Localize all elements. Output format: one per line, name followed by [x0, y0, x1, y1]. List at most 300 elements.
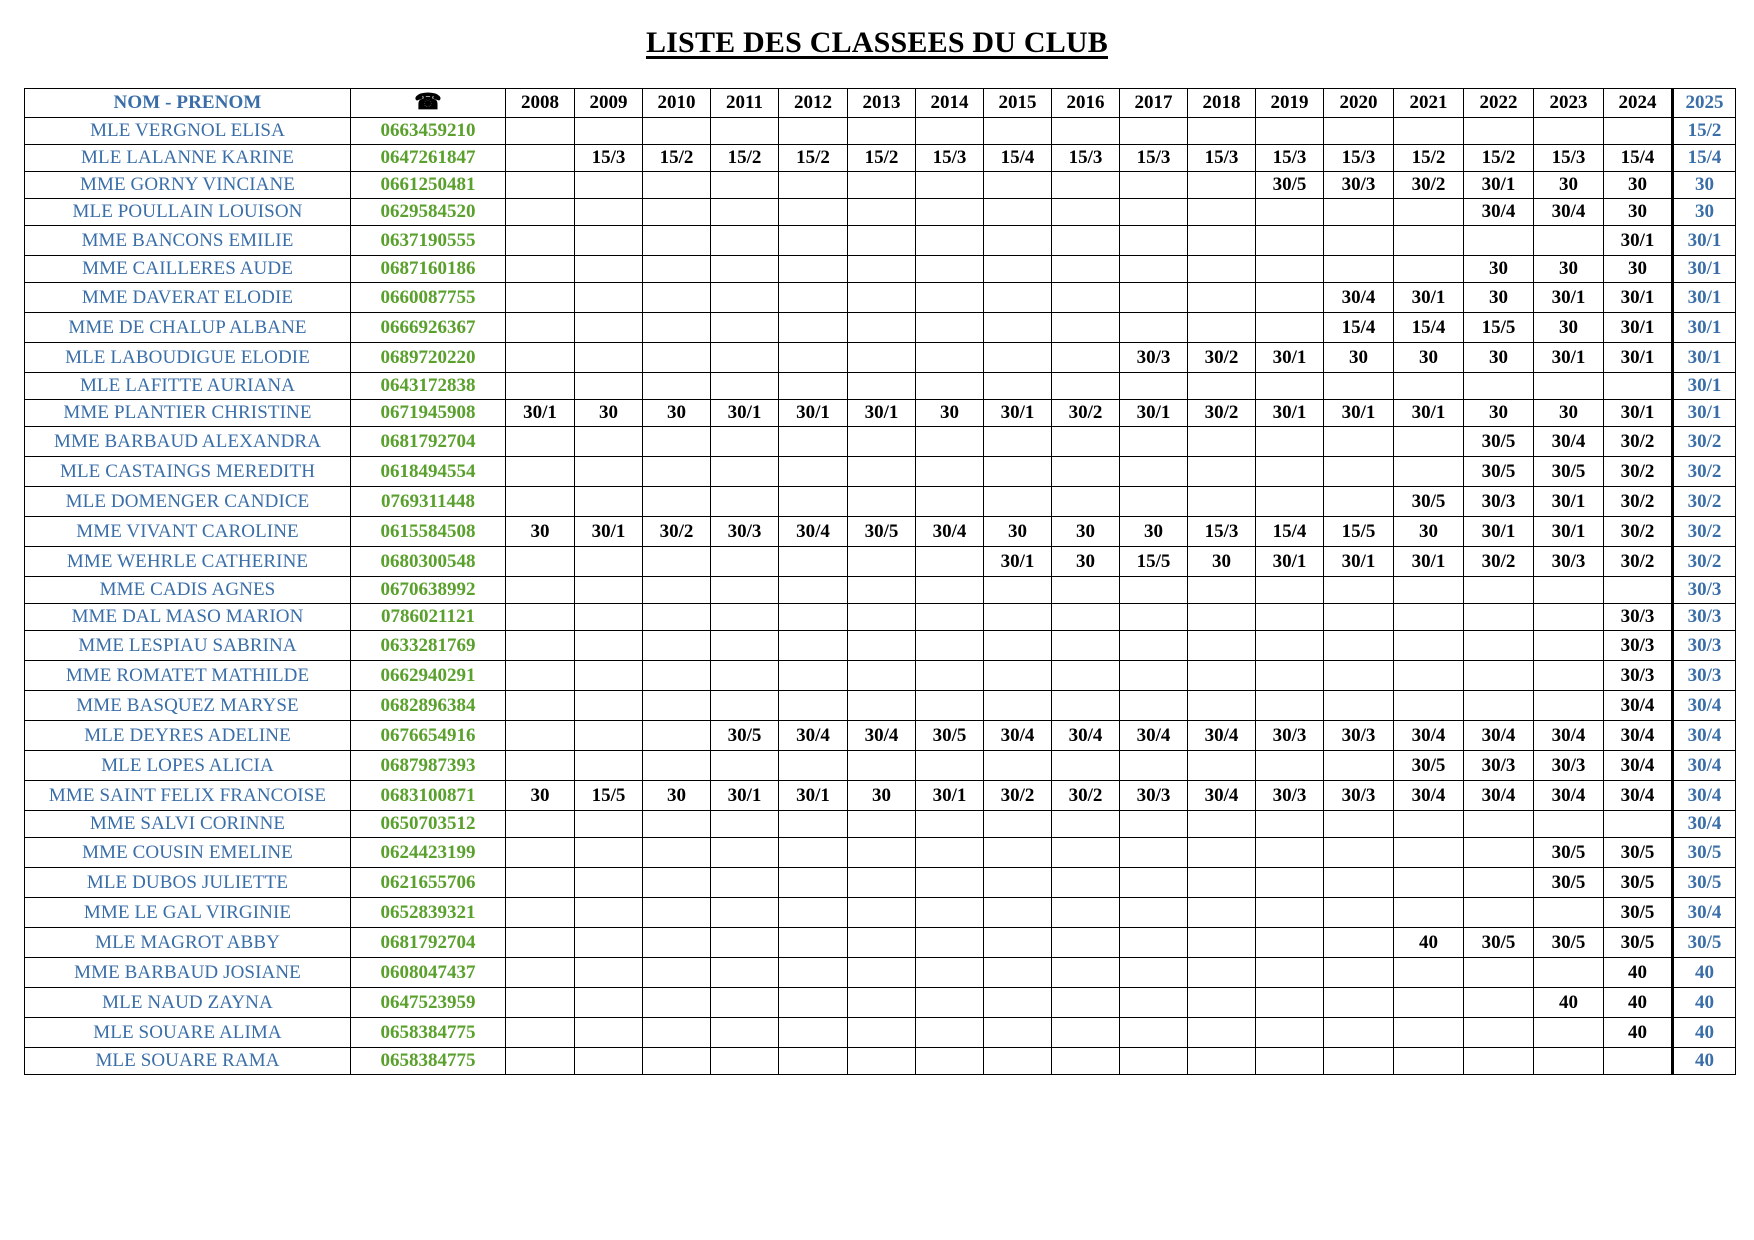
ranking-cell: [575, 283, 643, 313]
ranking-cell: [1120, 373, 1188, 400]
ranking-cell: 30/5: [1534, 868, 1604, 898]
ranking-cell: 30/5: [1673, 928, 1736, 958]
ranking-cell: [1324, 604, 1394, 631]
ranking-cell: [1534, 1048, 1604, 1075]
ranking-cell: [1324, 226, 1394, 256]
player-name: MLE POULLAIN LOUISON: [25, 199, 351, 226]
ranking-cell: [984, 928, 1052, 958]
ranking-cell: [916, 751, 984, 781]
ranking-cell: [916, 283, 984, 313]
ranking-cell: [643, 1018, 711, 1048]
table-row: [25, 547, 1736, 577]
ranking-cell: [1324, 928, 1394, 958]
ranking-cell: 40: [1604, 958, 1673, 988]
ranking-cell: 15/3: [1188, 517, 1256, 547]
ranking-cell: [1394, 256, 1464, 283]
player-name: MME VIVANT CAROLINE: [25, 517, 351, 547]
ranking-cell: 30/4: [1188, 781, 1256, 811]
ranking-cell: [1464, 691, 1534, 721]
ranking-cell: [984, 199, 1052, 226]
ranking-cell: [984, 283, 1052, 313]
ranking-cell: 30: [1464, 343, 1534, 373]
table-row: [25, 517, 1736, 547]
ranking-cell: [1188, 1048, 1256, 1075]
ranking-cell: [1394, 631, 1464, 661]
ranking-cell: 30/5: [1604, 928, 1673, 958]
ranking-cell: [1188, 256, 1256, 283]
ranking-cell: [916, 457, 984, 487]
column-header-year: 2013: [848, 89, 916, 118]
ranking-cell: [916, 838, 984, 868]
ranking-cell: 30: [916, 400, 984, 427]
ranking-cell: [1464, 838, 1534, 868]
table-row: [25, 811, 1736, 838]
ranking-cell: [1394, 988, 1464, 1018]
ranking-cell: 30/2: [1604, 457, 1673, 487]
ranking-cell: [1120, 988, 1188, 1018]
ranking-cell: [1324, 811, 1394, 838]
ranking-cell: 30/4: [779, 517, 848, 547]
ranking-cell: [711, 661, 779, 691]
ranking-cell: [1256, 751, 1324, 781]
player-name: MLE VERGNOL ELISA: [25, 118, 351, 145]
ranking-cell: [1394, 226, 1464, 256]
player-name: MME DAVERAT ELODIE: [25, 283, 351, 313]
ranking-cell: 30/3: [1673, 631, 1736, 661]
ranking-cell: [1534, 811, 1604, 838]
player-name: MME BANCONS EMILIE: [25, 226, 351, 256]
ranking-cell: [575, 721, 643, 751]
ranking-cell: 30/4: [984, 721, 1052, 751]
ranking-cell: 30: [1673, 199, 1736, 226]
ranking-cell: 30/4: [1534, 721, 1604, 751]
player-phone: 0658384775: [351, 1048, 506, 1075]
column-header-year: 2011: [711, 89, 779, 118]
header-row: [25, 89, 1736, 118]
column-header-year: 2016: [1052, 89, 1120, 118]
ranking-cell: [779, 172, 848, 199]
player-name: MME SAINT FELIX FRANCOISE: [25, 781, 351, 811]
ranking-cell: [1464, 1018, 1534, 1048]
ranking-cell: [848, 604, 916, 631]
ranking-cell: [575, 256, 643, 283]
ranking-cell: 30/2: [1188, 343, 1256, 373]
ranking-cell: 30/1: [1673, 400, 1736, 427]
column-header-year: 2024: [1604, 89, 1673, 118]
ranking-cell: [575, 172, 643, 199]
ranking-cell: [643, 1048, 711, 1075]
ranking-cell: [575, 958, 643, 988]
ranking-cell: 30/1: [779, 781, 848, 811]
ranking-cell: [1120, 256, 1188, 283]
ranking-cell: 30/1: [1256, 400, 1324, 427]
ranking-cell: [984, 373, 1052, 400]
ranking-cell: [984, 958, 1052, 988]
ranking-cell: [984, 751, 1052, 781]
ranking-cell: [1120, 661, 1188, 691]
ranking-cell: 30/5: [1534, 838, 1604, 868]
ranking-cell: [1394, 838, 1464, 868]
ranking-cell: 30: [1464, 400, 1534, 427]
ranking-cell: [779, 691, 848, 721]
ranking-cell: 30/4: [1464, 721, 1534, 751]
table-row: [25, 751, 1736, 781]
ranking-cell: [1256, 631, 1324, 661]
ranking-cell: [643, 226, 711, 256]
ranking-cell: [575, 661, 643, 691]
ranking-cell: [506, 721, 575, 751]
ranking-cell: [643, 691, 711, 721]
ranking-cell: [1188, 427, 1256, 457]
player-name: MME BARBAUD ALEXANDRA: [25, 427, 351, 457]
player-name: MLE LOPES ALICIA: [25, 751, 351, 781]
ranking-cell: 30/1: [984, 400, 1052, 427]
column-header-year: 2014: [916, 89, 984, 118]
table-row: [25, 199, 1736, 226]
ranking-cell: [1464, 958, 1534, 988]
ranking-cell: [1120, 199, 1188, 226]
ranking-cell: [984, 343, 1052, 373]
player-phone: 0682896384: [351, 691, 506, 721]
ranking-cell: 30/5: [916, 721, 984, 751]
ranking-cell: [779, 898, 848, 928]
player-phone: 0670638992: [351, 577, 506, 604]
ranking-cell: [575, 1048, 643, 1075]
column-header-year: 2009: [575, 89, 643, 118]
ranking-cell: 30: [575, 400, 643, 427]
ranking-cell: [643, 631, 711, 661]
ranking-cell: [1052, 604, 1120, 631]
ranking-cell: 30/2: [1673, 427, 1736, 457]
table-row: [25, 988, 1736, 1018]
ranking-cell: [1464, 577, 1534, 604]
ranking-cell: 30/3: [1256, 721, 1324, 751]
player-phone: 0624423199: [351, 838, 506, 868]
phone-icon: ☎: [414, 89, 442, 114]
ranking-cell: 30: [506, 517, 575, 547]
ranking-cell: [984, 1048, 1052, 1075]
ranking-cell: [916, 1048, 984, 1075]
ranking-cell: 40: [1604, 988, 1673, 1018]
table-row: [25, 721, 1736, 751]
ranking-cell: [1394, 691, 1464, 721]
ranking-cell: 30/5: [1604, 898, 1673, 928]
ranking-cell: 15/2: [1464, 145, 1534, 172]
ranking-cell: [779, 118, 848, 145]
table-row: [25, 487, 1736, 517]
ranking-cell: 30/3: [1120, 781, 1188, 811]
ranking-cell: [643, 283, 711, 313]
ranking-cell: [643, 928, 711, 958]
ranking-cell: 15/4: [1673, 145, 1736, 172]
ranking-cell: [848, 958, 916, 988]
ranking-cell: [575, 988, 643, 1018]
ranking-cell: 30/1: [779, 400, 848, 427]
ranking-cell: [1052, 838, 1120, 868]
ranking-cell: [1394, 958, 1464, 988]
ranking-cell: [1052, 283, 1120, 313]
ranking-cell: [643, 988, 711, 1018]
ranking-cell: [916, 313, 984, 343]
ranking-cell: [575, 604, 643, 631]
ranking-cell: [1324, 958, 1394, 988]
ranking-cell: 15/3: [1324, 145, 1394, 172]
ranking-cell: [643, 457, 711, 487]
column-header-year: 2008: [506, 89, 575, 118]
ranking-cell: [1604, 577, 1673, 604]
ranking-cell: [575, 691, 643, 721]
ranking-cell: 30/1: [1604, 313, 1673, 343]
ranking-cell: [1052, 958, 1120, 988]
ranking-cell: [506, 487, 575, 517]
ranking-cell: 30/5: [1604, 868, 1673, 898]
ranking-cell: [1394, 661, 1464, 691]
ranking-cell: 30/1: [1324, 547, 1394, 577]
ranking-cell: [1604, 1048, 1673, 1075]
ranking-cell: [506, 988, 575, 1018]
ranking-cell: 30/1: [1673, 226, 1736, 256]
ranking-cell: [711, 631, 779, 661]
ranking-cell: [1052, 226, 1120, 256]
ranking-cell: [575, 373, 643, 400]
ranking-cell: [711, 118, 779, 145]
ranking-cell: [1604, 118, 1673, 145]
ranking-cell: 30/2: [1604, 517, 1673, 547]
ranking-cell: 30: [1534, 400, 1604, 427]
ranking-cell: [984, 604, 1052, 631]
ranking-cell: 30/4: [1534, 427, 1604, 457]
player-name: MME CAILLERES AUDE: [25, 256, 351, 283]
ranking-cell: [1120, 226, 1188, 256]
ranking-cell: 30/1: [1534, 283, 1604, 313]
ranking-cell: [711, 604, 779, 631]
ranking-cell: 30/1: [1604, 226, 1673, 256]
player-name: MME GORNY VINCIANE: [25, 172, 351, 199]
ranking-cell: 30: [1604, 256, 1673, 283]
ranking-cell: 15/2: [643, 145, 711, 172]
column-header-year: 2020: [1324, 89, 1394, 118]
ranking-cell: [848, 313, 916, 343]
ranking-cell: 30/3: [1324, 721, 1394, 751]
player-phone: 0643172838: [351, 373, 506, 400]
ranking-cell: 30/5: [1464, 457, 1534, 487]
player-name: MLE MAGROT ABBY: [25, 928, 351, 958]
ranking-cell: [779, 811, 848, 838]
ranking-cell: [916, 691, 984, 721]
ranking-cell: 30/3: [1673, 577, 1736, 604]
ranking-cell: 30: [1604, 199, 1673, 226]
ranking-cell: [1052, 1048, 1120, 1075]
ranking-cell: [1256, 898, 1324, 928]
ranking-cell: [1394, 577, 1464, 604]
ranking-cell: [711, 691, 779, 721]
ranking-cell: [848, 751, 916, 781]
ranking-cell: 15/4: [1256, 517, 1324, 547]
ranking-cell: [1188, 661, 1256, 691]
ranking-cell: [506, 313, 575, 343]
ranking-cell: [1256, 958, 1324, 988]
ranking-cell: [1188, 373, 1256, 400]
ranking-cell: 30/2: [1673, 547, 1736, 577]
ranking-cell: [916, 868, 984, 898]
player-phone: 0660087755: [351, 283, 506, 313]
table-row: [25, 691, 1736, 721]
ranking-cell: [1324, 1048, 1394, 1075]
ranking-cell: [575, 343, 643, 373]
ranking-cell: [848, 988, 916, 1018]
table-row: [25, 373, 1736, 400]
ranking-cell: 30/1: [711, 400, 779, 427]
ranking-cell: [1188, 838, 1256, 868]
ranking-cell: [1120, 427, 1188, 457]
ranking-cell: 30/4: [1673, 691, 1736, 721]
ranking-cell: 15/3: [1256, 145, 1324, 172]
ranking-cell: [1256, 811, 1324, 838]
ranking-cell: 30/4: [1534, 781, 1604, 811]
player-phone: 0683100871: [351, 781, 506, 811]
player-name: MLE SOUARE RAMA: [25, 1048, 351, 1075]
ranking-cell: [1256, 256, 1324, 283]
ranking-cell: [506, 1018, 575, 1048]
ranking-cell: [711, 928, 779, 958]
ranking-cell: [779, 661, 848, 691]
ranking-cell: [848, 661, 916, 691]
table-row: [25, 118, 1736, 145]
ranking-cell: 30/5: [1464, 427, 1534, 457]
ranking-cell: [1464, 868, 1534, 898]
ranking-cell: 15/3: [1534, 145, 1604, 172]
ranking-cell: 30/5: [1673, 868, 1736, 898]
ranking-cell: [779, 226, 848, 256]
ranking-cell: [506, 928, 575, 958]
player-phone: 0769311448: [351, 487, 506, 517]
player-phone: 0680300548: [351, 547, 506, 577]
ranking-cell: [848, 1018, 916, 1048]
player-name: MLE NAUD ZAYNA: [25, 988, 351, 1018]
ranking-cell: [1534, 373, 1604, 400]
ranking-cell: [643, 721, 711, 751]
ranking-cell: 30/4: [1604, 751, 1673, 781]
column-header-year: 2012: [779, 89, 848, 118]
ranking-cell: [711, 988, 779, 1018]
ranking-cell: [1188, 118, 1256, 145]
ranking-cell: [506, 283, 575, 313]
ranking-cell: [1188, 457, 1256, 487]
ranking-cell: [848, 1048, 916, 1075]
ranking-cell: [779, 283, 848, 313]
ranking-cell: [1120, 691, 1188, 721]
column-header-year: 2010: [643, 89, 711, 118]
ranking-cell: [1256, 868, 1324, 898]
ranking-cell: [1534, 691, 1604, 721]
ranking-cell: [506, 145, 575, 172]
ranking-cell: [1052, 118, 1120, 145]
ranking-cell: [779, 373, 848, 400]
ranking-cell: [1120, 631, 1188, 661]
column-header-year: 2017: [1120, 89, 1188, 118]
ranking-cell: [575, 547, 643, 577]
ranking-cell: [643, 547, 711, 577]
ranking-cell: [643, 958, 711, 988]
ranking-cell: [1052, 373, 1120, 400]
ranking-cell: [779, 577, 848, 604]
ranking-cell: [916, 604, 984, 631]
ranking-cell: [1256, 487, 1324, 517]
ranking-cell: [1394, 1018, 1464, 1048]
ranking-cell: 40: [1534, 988, 1604, 1018]
player-phone: 0676654916: [351, 721, 506, 751]
ranking-cell: [711, 313, 779, 343]
ranking-cell: [711, 898, 779, 928]
ranking-cell: 30/5: [1394, 487, 1464, 517]
ranking-cell: [711, 373, 779, 400]
ranking-cell: [984, 313, 1052, 343]
ranking-cell: [1324, 661, 1394, 691]
ranking-cell: 30/1: [1534, 517, 1604, 547]
ranking-cell: [916, 427, 984, 457]
table-row: [25, 283, 1736, 313]
ranking-cell: 30/4: [1534, 199, 1604, 226]
table-row: [25, 1048, 1736, 1075]
ranking-cell: 30/4: [1464, 781, 1534, 811]
ranking-cell: [1052, 487, 1120, 517]
ranking-cell: [916, 487, 984, 517]
ranking-cell: [779, 958, 848, 988]
ranking-cell: [1188, 487, 1256, 517]
ranking-cell: [848, 457, 916, 487]
ranking-cell: [506, 898, 575, 928]
ranking-cell: 15/5: [1464, 313, 1534, 343]
ranking-cell: [643, 661, 711, 691]
ranking-cell: [779, 457, 848, 487]
ranking-cell: [1120, 868, 1188, 898]
ranking-cell: [1464, 373, 1534, 400]
player-name: MLE DOMENGER CANDICE: [25, 487, 351, 517]
ranking-cell: [1394, 373, 1464, 400]
ranking-cell: [506, 199, 575, 226]
ranking-cell: 30/1: [1604, 343, 1673, 373]
ranking-cell: [1052, 1018, 1120, 1048]
ranking-cell: [984, 988, 1052, 1018]
ranking-cell: [848, 172, 916, 199]
ranking-cell: [575, 838, 643, 868]
ranking-cell: [984, 226, 1052, 256]
ranking-cell: [984, 868, 1052, 898]
ranking-cell: 15/4: [1604, 145, 1673, 172]
ranking-cell: [506, 343, 575, 373]
ranking-cell: [1120, 811, 1188, 838]
ranking-cell: [643, 199, 711, 226]
player-name: MME CADIS AGNES: [25, 577, 351, 604]
ranking-cell: 30/1: [1673, 283, 1736, 313]
ranking-cell: [916, 256, 984, 283]
ranking-cell: 15/3: [575, 145, 643, 172]
player-phone: 0633281769: [351, 631, 506, 661]
ranking-cell: 15/5: [1324, 517, 1394, 547]
ranking-cell: [779, 604, 848, 631]
ranking-cell: [711, 256, 779, 283]
ranking-cell: [1534, 226, 1604, 256]
player-phone: 0652839321: [351, 898, 506, 928]
ranking-cell: [916, 547, 984, 577]
ranking-cell: 30/1: [575, 517, 643, 547]
ranking-cell: 30/4: [916, 517, 984, 547]
ranking-cell: [1120, 172, 1188, 199]
ranking-cell: [1052, 313, 1120, 343]
column-header-year: 2022: [1464, 89, 1534, 118]
ranking-cell: [643, 373, 711, 400]
ranking-cell: [575, 118, 643, 145]
